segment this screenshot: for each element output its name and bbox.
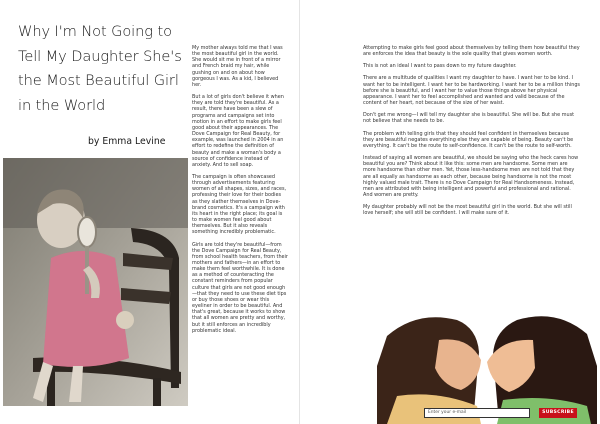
subscribe-button[interactable]: SUBSCRIBE — [539, 408, 577, 418]
paragraph: Instead of saying all women are beautiful, we should be saying who the heck cares how beautiful you are? Think about it like this: some men are handsome. Some men are more handsome than other men. Yet, those less-handsome men are not told that they are all equally as handsome as each other, because being handsome is not the most highly valued male trait. There is no Dove Campaign for Real Handsomeness. Instead, men are attributed with being intelligent and powerful and professional and rational. And women are pretty. — [363, 155, 579, 198]
paragraph: My mother always told me that I was the most beautiful girl in the world. She would sit me in front of a mirror and French braid my hair, while gushing on and on about how gorgeous I was. As a kid, I believed her. — [192, 45, 283, 88]
paragraph: The problem with telling girls that they should feel confident in themselves because they are beautiful negates everything else they are capable of being. Beauty can't be everything. It can't be the route to self-confidence. It can't be the route to self-worth. — [363, 130, 574, 149]
article-byline: by Emma Levine — [88, 136, 166, 147]
paragraph: My daughter probably will not be the most beautiful girl in the world. But she will still love herself; she will still be confident. I will make sure of it. — [363, 204, 572, 217]
girl-with-mirror-photo — [3, 158, 188, 406]
left-text-column — [192, 45, 288, 340]
paragraph: There are a multitude of qualities I want my daughter to have. I want her to be kind. I want her to be intelligent. I want her to be hardworking. I want her to be a million things before she is beautiful, and I want her to value those things above her physical appearance. I want her to feel accomplished and wanted and valid because of the content of her heart, not because of the size of her waist. — [363, 75, 580, 107]
paragraph: Girls are told they're beautiful—from the Dove Campaign for Real Beauty, from school health teachers, from their mothers and fathers—in an effort to make them feel worthwhile. It is done as a method of counteracting the constant reminders from popular culture that girls are not good enough—that they need to use these diet tips or buy those shoes or wear this eyeliner in order to be beautiful. And that's great, because it works to show that all women are pretty and worthy, but it still enforces an incredibly problematic ideal. — [192, 241, 288, 334]
paragraph: But a lot of girls don't believe it when they are told they're beautiful. As a result, there have been a slew of programs and campaigns set into motion in an effort to make girls feel good about their appearances. The Dove Campaign for Real Beauty, for example, was launched in 2004 in an effort to redefine the definition of beauty and make a woman's body a source of confidence instead of anxiety. And to sell soap. — [192, 94, 284, 168]
paragraph: Don't get me wrong—I will tell my daughter she is beautiful. She will be. But she must not believe that she needs to be. — [363, 112, 575, 125]
paragraph: This is not an ideal I want to pass down to my future daughter. — [363, 63, 517, 70]
paragraph: Attempting to make girls feel good about themselves by telling them how beautiful they are enforces the idea that beauty is the sole quality that gives women worth. — [363, 45, 580, 58]
paragraph: The campaign is often showcased through advertisements featuring women of all shapes, sizes, and races, professing their love for their bodies as they slather themselves in Dove-brand cosmetics. It's a campaign with its heart in the right place; its goal is to make women feel good about themselves. But it also reveals something incredibly problematic. — [192, 173, 287, 236]
mother-daughter-photo — [377, 306, 597, 424]
article-title: Why I'm Not Going to Tell My Daughter She's the Most Beautiful Girl in the World — [18, 23, 182, 114]
right-text-column — [363, 45, 581, 222]
email-field[interactable]: Enter your e-mail — [424, 408, 530, 418]
